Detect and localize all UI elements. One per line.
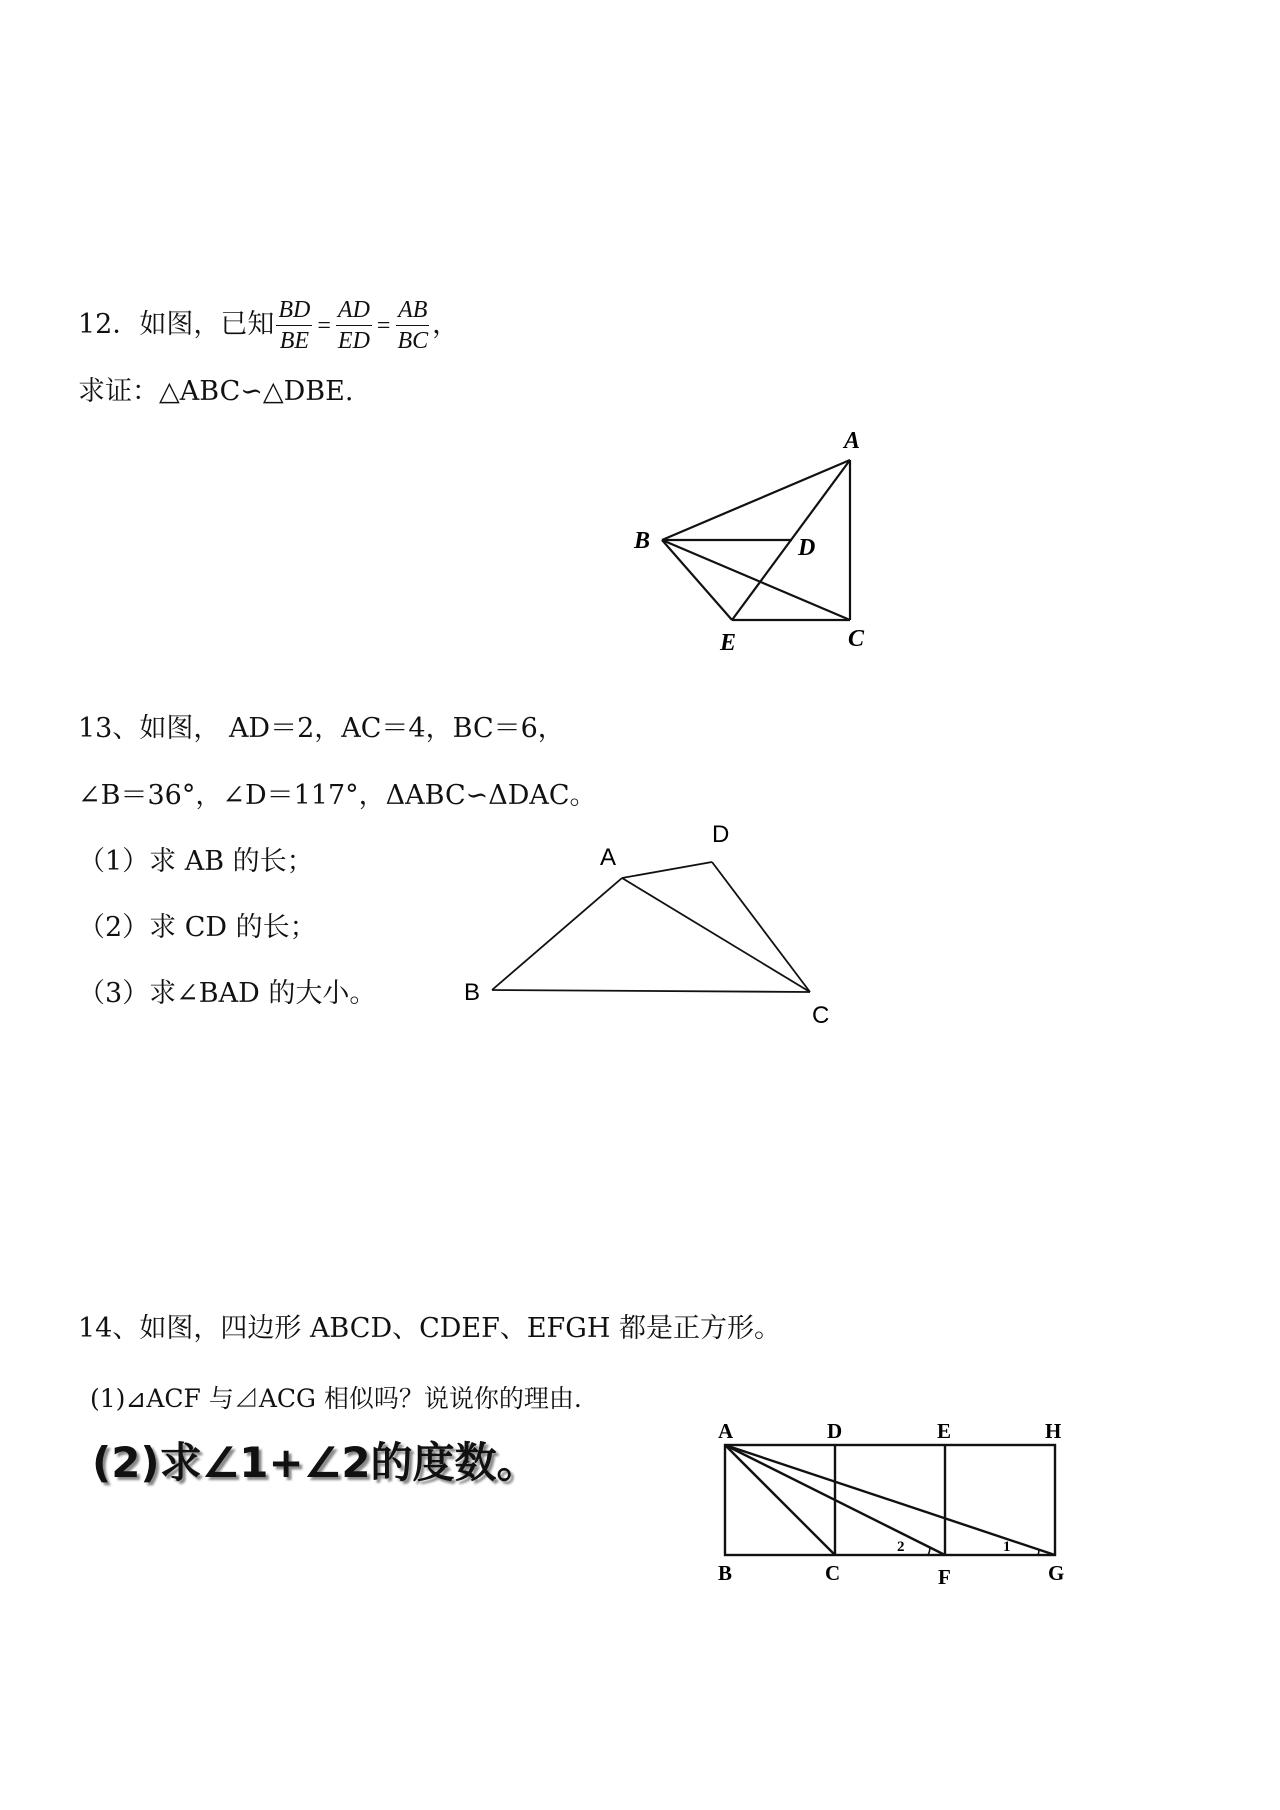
segment-dc [712, 862, 810, 992]
label-f: F [938, 1565, 951, 1589]
fraction-ab-bc: $\frac{AB}{BC}$ [397, 297, 429, 354]
q14-part2: (2)求∠1+∠2的度数。 [92, 1438, 539, 1487]
label-e: E [937, 1419, 952, 1443]
q14-figure [700, 1410, 1090, 1590]
q12-statement [78, 298, 459, 353]
segment-be [662, 540, 732, 620]
label-h: H [1045, 1419, 1062, 1443]
q13-line2: ∠B＝36°，∠D＝117°，ΔABC∽ΔDAC。 [78, 780, 597, 811]
label-e: E [720, 630, 737, 656]
q13-part1: （1）求 AB 的长； [78, 846, 314, 877]
angle-2-label: 2 [897, 1539, 905, 1555]
label-a: A [600, 844, 617, 871]
label-c: C [825, 1561, 841, 1585]
fraction-bd-be: $\frac{BD}{BE}$ [278, 297, 311, 354]
label-b: B [634, 528, 651, 554]
q14-line1: 14、如图，四边形 ABCD、CDEF、EFGH 都是正方形。 [78, 1313, 781, 1344]
q13-part2: （2）求 CD 的长； [78, 912, 317, 943]
q12-prefix: 12．如图，已知 [78, 309, 275, 340]
label-b: B [718, 1561, 733, 1585]
segment-ba [492, 878, 622, 990]
q12-prove: 求证：△ABC∽△DBE. [78, 376, 354, 407]
q13-part3: （3）求∠BAD 的大小。 [78, 978, 377, 1009]
equals-sign: = [376, 312, 391, 339]
q14-part1: (1)⊿ACF 与⊿ACG 相似吗？说说你的理由. [90, 1384, 582, 1413]
label-a: A [718, 1419, 734, 1443]
q13-line1: 13、如图， AD＝2，AC＝4，BC＝6， [78, 713, 565, 744]
q12-figure [620, 420, 900, 660]
q13-figure [450, 810, 850, 1040]
segment-bc [662, 540, 850, 620]
label-c: C [848, 626, 865, 652]
label-c: C [812, 1002, 830, 1029]
segment-ac [725, 1445, 835, 1555]
equals-sign: = [317, 312, 331, 339]
label-d: D [827, 1419, 843, 1443]
segment-ac [622, 878, 810, 992]
label-d: D [798, 535, 816, 561]
segment-ad [622, 862, 712, 878]
label-g: G [1048, 1561, 1065, 1585]
label-a: A [844, 428, 861, 454]
angle-1-arc [1038, 1550, 1039, 1555]
segment-bc [492, 990, 810, 992]
angle-1-label: 1 [1003, 1539, 1011, 1555]
label-d: D [712, 821, 730, 848]
label-b: B [464, 979, 481, 1006]
fraction-ad-ed: $\frac{AD}{ED}$ [337, 297, 370, 354]
q12-suffix: ， [432, 309, 460, 340]
